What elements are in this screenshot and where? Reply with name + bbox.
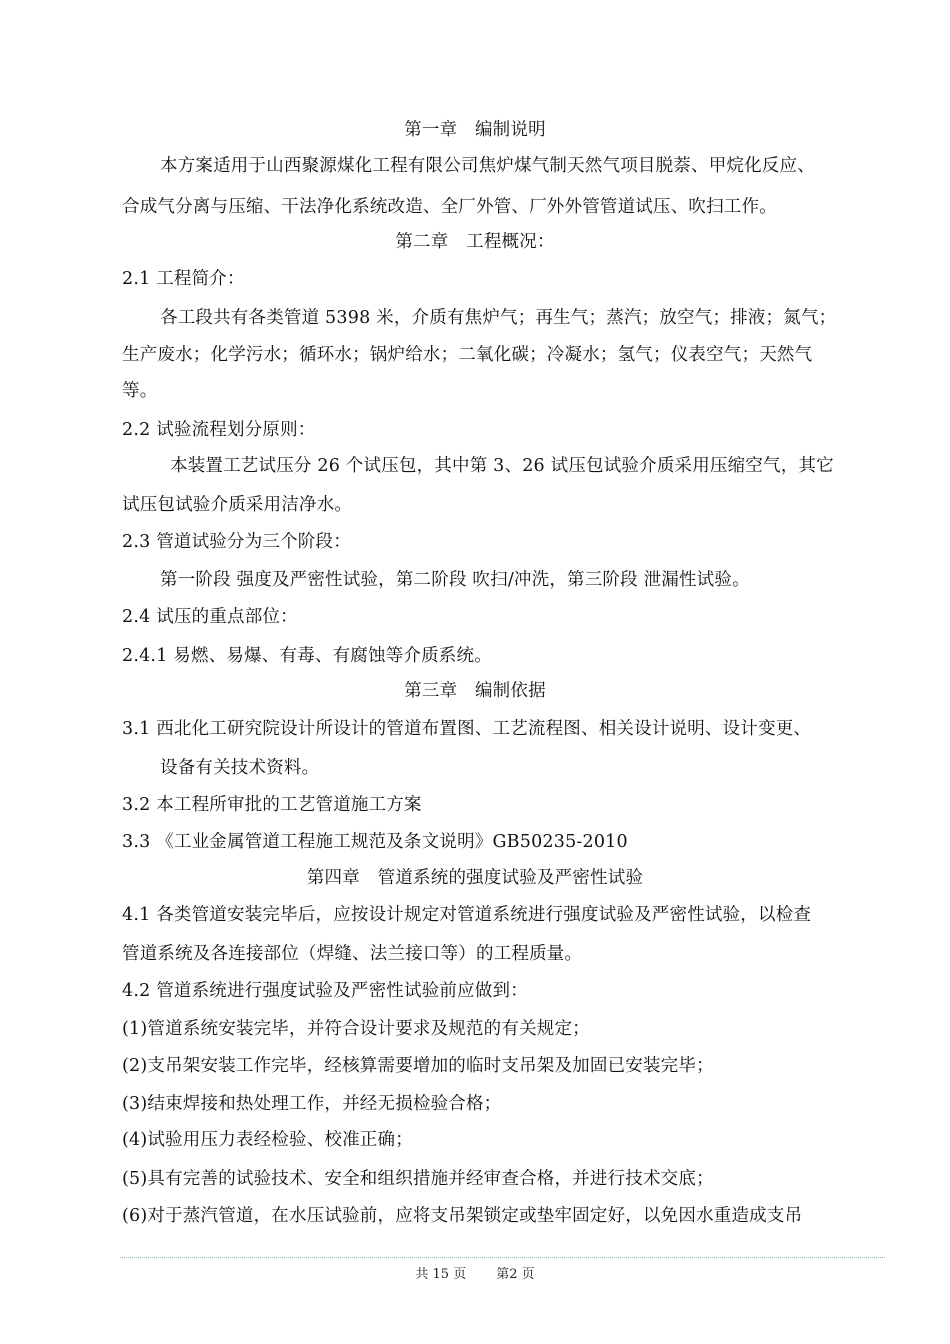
list-item: (2)支吊架安装工作完毕，经核算需要增加的临时支吊架及加固已安装完毕； xyxy=(122,1056,714,1076)
page-total: 共 15 页 xyxy=(415,1267,467,1282)
list-item: (5)具有完善的试验技术、安全和组织措施并经审查合格，并进行技术交底； xyxy=(122,1169,714,1189)
chapter-2-heading: 第二章 工程概况： xyxy=(395,232,555,252)
paragraph-line: 4.2 管道系统进行强度试验及严密性试验前应做到： xyxy=(122,981,528,1001)
paragraph-line: 管道系统及各连接部位（焊缝、法兰接口等）的工程质量。 xyxy=(122,944,583,964)
paragraph-line: 3.1 西北化工研究院设计所设计的管道布置图、工艺流程图、相关设计说明、设计变更、 xyxy=(122,719,812,739)
page-footer xyxy=(0,1267,950,1283)
paragraph-line: 设备有关技术资料。 xyxy=(160,758,320,778)
list-item: (1)管道系统安装完毕，并符合设计要求及规范的有关规定； xyxy=(122,1019,590,1039)
paragraph-line: 第一阶段 强度及严密性试验，第二阶段 吹扫/冲洗，第三阶段 泄漏性试验。 xyxy=(160,570,750,590)
paragraph-line: 生产废水；化学污水；循环水；锅炉给水；二氧化碳；冷凝水；氢气；仪表空气；天然气 xyxy=(122,345,813,365)
list-item: (6)对于蒸汽管道，在水压试验前，应将支吊架锁定或垫牢固定好，以免因水重造成支吊 xyxy=(122,1206,803,1226)
chapter-4-heading: 第四章 管道系统的强度试验及严密性试验 xyxy=(306,868,644,888)
page-number: 第2 页 xyxy=(496,1267,535,1282)
footer-divider xyxy=(120,1257,885,1258)
paragraph-line: 2.4.1 易燃、易爆、有毒、有腐蚀等介质系统。 xyxy=(122,646,492,666)
section-heading: 2.4 试压的重点部位： xyxy=(122,607,298,627)
paragraph-line: 4.1 各类管道安装完毕后，应按设计规定对管道系统进行强度试验及严密性试验，以检查 xyxy=(122,905,812,925)
list-item: (4)试验用压力表经检验、校准正确； xyxy=(122,1130,413,1150)
chapter-1-heading: 第一章 编制说明 xyxy=(404,120,546,140)
paragraph-line: 3.3 《工业金属管道工程施工规范及条文说明》GB50235-2010 xyxy=(122,832,628,852)
paragraph-line: 本装置工艺试压分 26 个试压包，其中第 3、26 试压包试验介质采用压缩空气，其它 xyxy=(170,456,834,476)
paragraph-line: 本方案适用于山西聚源煤化工程有限公司焦炉煤气制天然气项目脱萘、甲烷化反应、 xyxy=(160,156,815,176)
paragraph-line: 3.2 本工程所审批的工艺管道施工方案 xyxy=(122,795,422,815)
chapter-3-heading: 第三章 编制依据 xyxy=(404,681,546,701)
list-item: (3)结束焊接和热处理工作，并经无损检验合格； xyxy=(122,1094,502,1114)
paragraph-line: 合成气分离与压缩、干法净化系统改造、全厂外管、厂外外管管道试压、吹扫工作。 xyxy=(122,197,777,217)
section-heading: 2.1 工程简介： xyxy=(122,269,245,289)
paragraph-line: 等。 xyxy=(122,381,158,401)
paragraph-line: 各工段共有各类管道 5398 米，介质有焦炉气；再生气；蒸汽；放空气；排液；氮气； xyxy=(160,308,837,328)
section-heading: 2.3 管道试验分为三个阶段： xyxy=(122,532,351,552)
paragraph-line: 试压包试验介质采用洁净水。 xyxy=(122,495,353,515)
section-heading: 2.2 试验流程划分原则： xyxy=(122,420,316,440)
